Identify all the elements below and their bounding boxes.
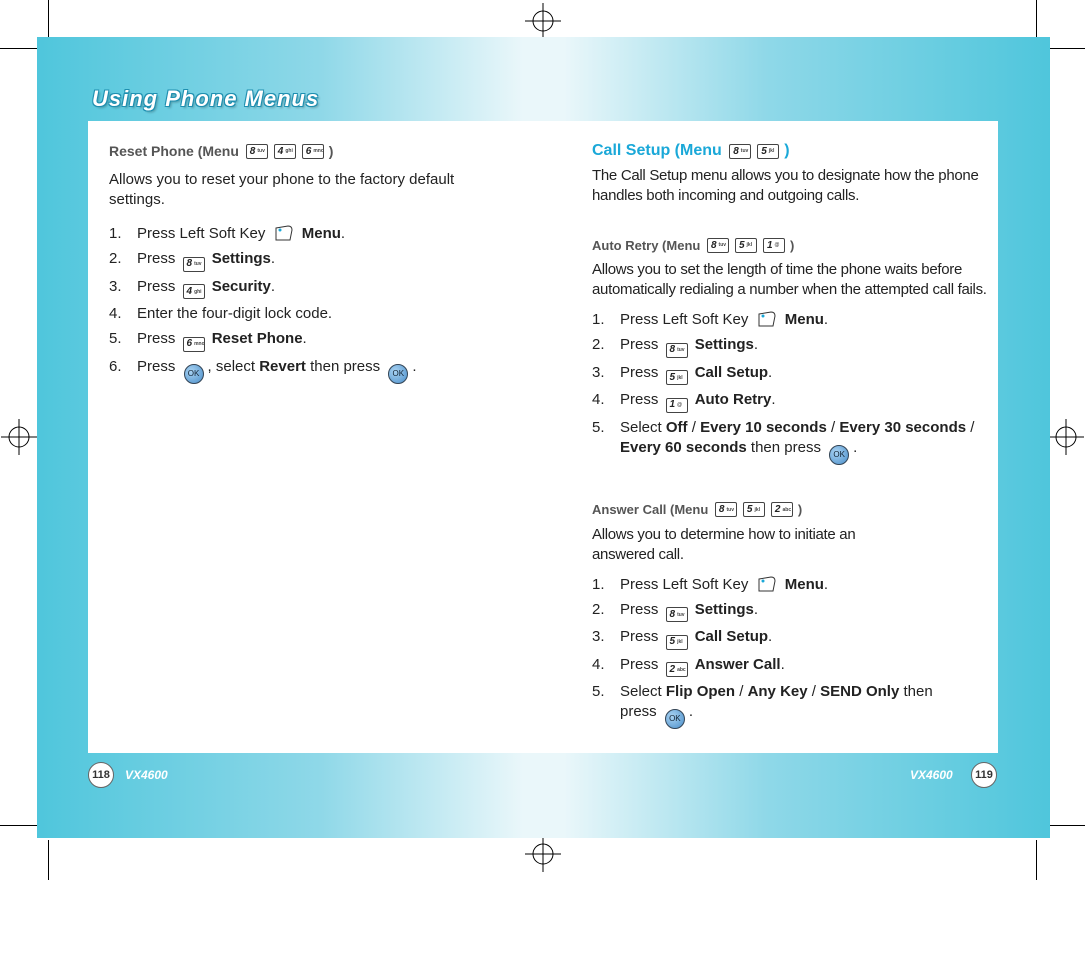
- list-item: 5. Press 6 mno Reset Phone.: [109, 329, 499, 352]
- auto-retry-intro: Allows you to set the length of time the phone waits before automatically redialing a number when the attempted call fails.: [592, 261, 987, 298]
- registration-mark-icon: [525, 836, 561, 872]
- ok-key-icon: OK: [829, 445, 849, 465]
- page-number-left: 118: [88, 762, 114, 788]
- key-2-icon: 2 abc: [771, 502, 793, 517]
- crop-mark: [1036, 840, 1037, 880]
- list-item: 3. Press 5 jkl Call Setup.: [592, 627, 987, 650]
- list-item: 3. Press 5 jkl Call Setup.: [592, 363, 987, 386]
- key-8-icon: 8 tuv: [715, 502, 737, 517]
- crop-mark: [1050, 48, 1085, 49]
- ok-key-icon: OK: [184, 364, 204, 384]
- key-8-icon: 8 tuv: [729, 144, 751, 159]
- key-8-icon: 8 tuv: [666, 343, 688, 358]
- list-item: 5. Select Flip Open / Any Key / SEND Only then press OK .: [592, 682, 987, 729]
- key-1-icon: 1 @: [666, 398, 688, 413]
- list-item: 2. Press 8 tuv Settings.: [109, 249, 499, 272]
- list-item: 3. Press 4 ghi Security.: [109, 277, 499, 300]
- answer-call-steps: [592, 575, 987, 730]
- crop-mark: [48, 840, 49, 880]
- list-item: 6. Press OK , select Revert then press OK .: [109, 357, 499, 384]
- reset-phone-heading: Reset Phone (Menu 8 tuv 4 ghi 6 mno ): [109, 143, 334, 159]
- key-5-icon: 5 jkl: [666, 635, 688, 650]
- key-6-icon: 6 mno: [302, 144, 324, 159]
- answer-call-intro: Allows you to determine how to initiate an answered call.: [592, 525, 856, 563]
- key-1-icon: 1 @: [763, 238, 785, 253]
- key-5-icon: 5 jkl: [666, 370, 688, 385]
- list-item: 1. Press Left Soft Key Menu.: [592, 575, 829, 593]
- auto-retry-steps: [592, 310, 987, 465]
- left-soft-key-icon: [274, 224, 294, 242]
- key-6-icon: 6 mno: [183, 337, 205, 352]
- key-2-icon: 2 abc: [666, 662, 688, 677]
- reset-phone-intro: Allows you to reset your phone to the factory default settings.: [109, 171, 455, 208]
- key-8-icon: 8 tuv: [707, 238, 729, 253]
- registration-mark-icon: [1, 419, 37, 455]
- key-5-icon: 5 jkl: [735, 238, 757, 253]
- left-column: [109, 138, 499, 384]
- list-item: 1. Press Left Soft Key Menu.: [109, 225, 346, 242]
- section-title: Using Phone Menus: [92, 86, 320, 111]
- key-8-icon: 8 tuv: [666, 607, 688, 622]
- registration-mark-icon: [525, 3, 561, 39]
- crop-mark: [48, 0, 49, 38]
- reset-phone-steps: [109, 224, 499, 384]
- registration-mark-icon: [1048, 419, 1084, 455]
- key-5-icon: 5 jkl: [757, 144, 779, 159]
- model-name-right: VX4600: [910, 768, 953, 782]
- crop-mark: [0, 825, 38, 826]
- crop-mark: [1050, 825, 1085, 826]
- ok-key-icon: OK: [665, 709, 685, 729]
- page-number-right: 119: [971, 762, 997, 788]
- key-8-icon: 8 tuv: [183, 257, 205, 272]
- list-item: 4. Enter the four-digit lock code.: [109, 305, 333, 322]
- list-item: 5. Select Off / Every 10 seconds / Every 30 seconds / Every 60 seconds then press OK .: [592, 418, 987, 465]
- crop-mark: [0, 48, 38, 49]
- model-name-left: VX4600: [125, 768, 168, 782]
- list-item: 1. Press Left Soft Key Menu.: [592, 311, 829, 328]
- list-item: 2. Press 8 tuv Settings.: [592, 600, 987, 623]
- key-4-icon: 4 ghi: [274, 144, 296, 159]
- key-5-icon: 5 jkl: [743, 502, 765, 517]
- call-setup-intro: The Call Setup menu allows you to designate how the phone handles both incoming and outgoing calls.: [592, 167, 979, 204]
- list-item: 4. Press 2 abc Answer Call.: [592, 655, 987, 678]
- left-soft-key-icon: [757, 575, 777, 593]
- ok-key-icon: OK: [388, 364, 408, 384]
- key-4-icon: 4 ghi: [183, 284, 205, 299]
- call-setup-heading: Call Setup (Menu 8 tuv 5 jkl ): [592, 142, 790, 159]
- answer-call-heading: Answer Call (Menu 8 tuv 5 jkl 2 abc ): [592, 502, 803, 517]
- list-item: 2. Press 8 tuv Settings.: [592, 335, 987, 358]
- right-column: [592, 138, 987, 729]
- key-8-icon: 8 tuv: [246, 144, 268, 159]
- auto-retry-heading: Auto Retry (Menu 8 tuv 5 jkl 1 @ ): [592, 237, 795, 253]
- list-item: 4. Press 1 @ Auto Retry.: [592, 390, 987, 413]
- crop-mark: [1036, 0, 1037, 38]
- left-soft-key-icon: [757, 310, 777, 328]
